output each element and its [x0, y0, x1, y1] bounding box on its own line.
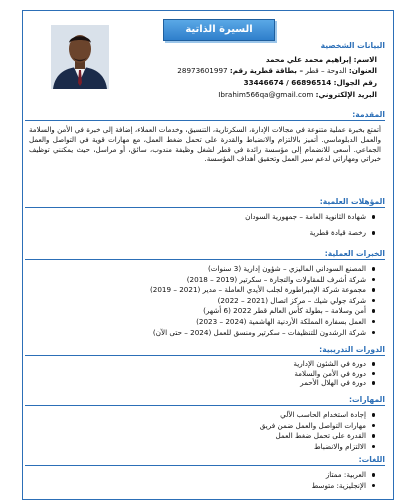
list-item: دورة في الشئون الإدارية	[293, 359, 375, 369]
list-item: رخصة قيادة قطرية	[245, 228, 375, 239]
mobile-row	[244, 78, 377, 87]
experience-list	[150, 264, 375, 338]
qid-label: – بطاقة قطرية رقم:	[229, 66, 304, 75]
list-item: العربية: ممتاز	[312, 470, 375, 481]
name-value: إبراهيم محمد علي محمد	[265, 55, 352, 64]
list-item: شركة أشرف للمقاولات والتجارة – سكرتير (2019 – 2018)	[150, 275, 375, 286]
experience-heading: الخبرات العملية:	[25, 249, 385, 258]
list-item: شركة الرشدون للتنظيفات – سكرتير ومنسق للعمل (2024 – حتى الآن)	[150, 328, 375, 339]
courses-heading: الدورات التدريبية:	[25, 345, 385, 354]
profile-photo	[51, 25, 109, 89]
email-row	[218, 90, 377, 99]
list-item: العمل بسفارة المملكة الأردنية الهاشمية (2024 – 2023)	[150, 317, 375, 328]
cv-title: السيرة الذاتية	[163, 19, 275, 41]
list-item: الالتزام والانضباط	[260, 442, 375, 453]
list-item: دورة في الأمن والسلامة	[293, 369, 375, 379]
name-row	[266, 55, 377, 64]
address-row	[177, 66, 377, 75]
address-value: الدوحة – قطر	[305, 66, 347, 75]
languages-list	[312, 470, 375, 491]
list-item: شركة جولي شيك – مركز اتصال (2021 – 2022)	[150, 296, 375, 307]
mobile-label: رقم الجوال:	[333, 78, 377, 87]
list-item: القدرة على تحمل ضغط العمل	[260, 431, 375, 442]
mobile-value: 66896514 / 33446674	[243, 78, 332, 87]
qid-value: 28973601997	[177, 66, 228, 75]
list-item: دورة في الهلال الأحمر	[293, 378, 375, 388]
qualifications-list	[245, 212, 375, 239]
list-item: المصنع السوداني الماليزي – شؤون إدارية (3 سنوات)	[150, 264, 375, 275]
list-item: إجادة استخدام الحاسب الآلي	[260, 410, 375, 421]
email-label: البريد الإلكتروني:	[315, 90, 377, 99]
email-value[interactable]: Ibrahim566qa@gmail.com	[218, 90, 314, 99]
person-photo-icon	[51, 25, 109, 89]
list-item: شهادة الثانوية العامة – جمهورية السودان	[245, 212, 375, 228]
skills-list	[260, 410, 375, 452]
qualifications-heading: المؤهلات العلمية:	[25, 197, 385, 206]
list-item: مهارات التواصل والعمل ضمن فريق	[260, 421, 375, 432]
address-label: العنوان:	[348, 66, 377, 75]
cv-page	[22, 10, 394, 500]
list-item: أمن وسلامة – بطولة كأس العالم قطر 2022 (6 أشهر)	[150, 306, 375, 317]
list-item: مجموعة شركة الإمبراطورة لجلب الأيدي العاملة – مدير (2021 – 2019)	[150, 285, 375, 296]
intro-heading: المقدمة:	[25, 110, 385, 119]
skills-heading: المهارات:	[25, 395, 385, 404]
languages-heading: اللغات:	[25, 455, 385, 464]
name-label: الاسم:	[353, 55, 377, 64]
list-item: الإنجليزية: متوسط	[312, 481, 375, 492]
personal-heading: البيانات الشخصية	[320, 41, 385, 50]
courses-list	[293, 359, 375, 388]
intro-text: أتمتع بخبرة عملية متنوعة في مجالات الإدارة، السكرتارية، التنسيق، وخدمات العملاء، إضافة إلى خبرة في الأمن والسلامة والعمل الدبلوماسي. أتميز بالالتزام والانضباط والقدرة على تحمل ضغط العمل، مع مهارات قوية في التواصل والعمل الجماعي. أسعى للانضمام إلى مؤسسة رائدة في قطر لشغل وظيفة مندوب، سائق، أو مراسل، حيث يمكنني توظيف خبراتي ومهاراتي لدعم سير العمل وتحقيق أهداف المؤسسة.	[29, 125, 381, 164]
